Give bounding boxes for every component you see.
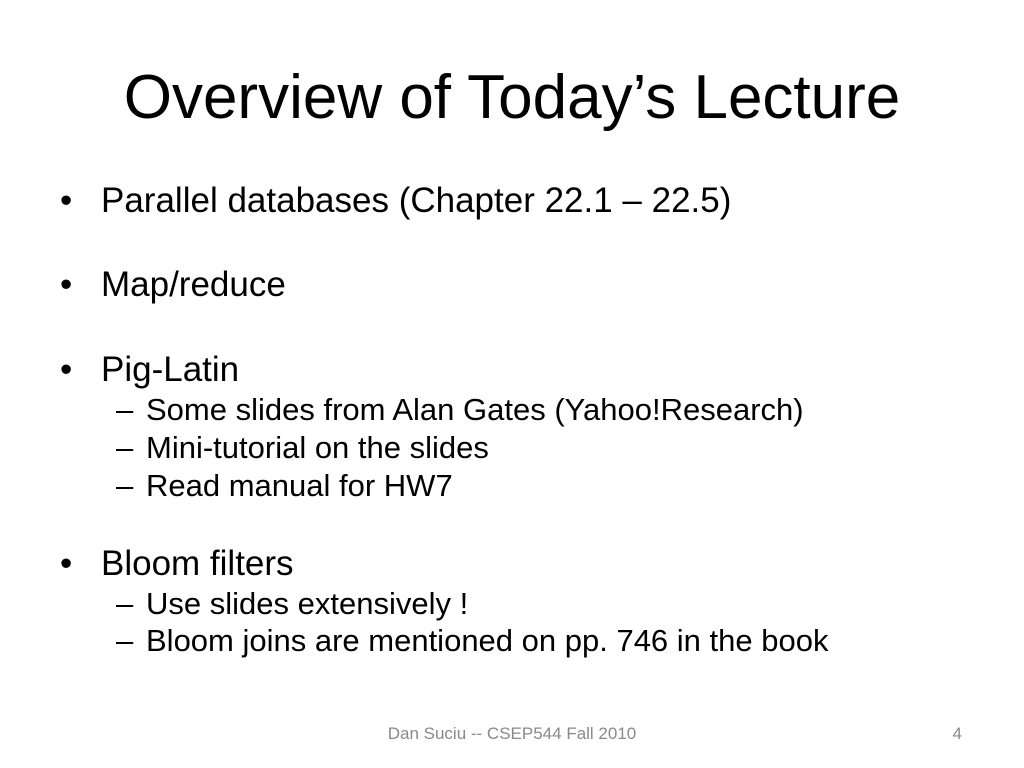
sub-bullet-text: Bloom joins are mentioned on pp. 746 in the book: [146, 623, 829, 658]
sub-bullet-marker: –: [116, 468, 134, 503]
bullet-marker: •: [60, 265, 73, 304]
sub-bullet-marker: –: [116, 586, 134, 621]
bullet-text: Parallel databases (Chapter 22.1 – 22.5): [101, 181, 732, 220]
bullet-marker: •: [60, 350, 73, 389]
bullet-marker: •: [60, 544, 73, 583]
sub-bullet-item: [0, 470, 1024, 501]
bullet-item: [0, 267, 1024, 302]
sub-bullet-marker: –: [116, 392, 134, 427]
bullet-marker: •: [60, 181, 73, 220]
sub-bullet-text: Mini-tutorial on the slides: [146, 430, 489, 465]
bullet-text: Map/reduce: [101, 265, 286, 304]
slide-title: Overview of Today’s Lecture: [123, 63, 901, 132]
slide-footer: Dan Suciu -- CSEP544 Fall 2010: [387, 724, 637, 743]
bullet-text: Pig-Latin: [101, 350, 240, 389]
sub-bullet-marker: –: [116, 623, 134, 658]
sub-bullet-text: Read manual for HW7: [146, 468, 453, 503]
bullet-item: [0, 183, 1024, 218]
sub-bullet-item: [0, 625, 1024, 656]
sub-bullet-item: [0, 588, 1024, 619]
sub-bullet-text: Use slides extensively !: [146, 586, 469, 621]
sub-bullet-item: [0, 432, 1024, 463]
bullet-item: [0, 546, 1024, 581]
sub-bullet-marker: –: [116, 430, 134, 465]
sub-bullet-text: Some slides from Alan Gates (Yahoo!Research): [146, 392, 804, 427]
bullet-text: Bloom filters: [101, 544, 294, 583]
bullet-item: [0, 352, 1024, 387]
slide-number: 4: [952, 724, 962, 743]
sub-bullet-item: [0, 394, 1024, 425]
